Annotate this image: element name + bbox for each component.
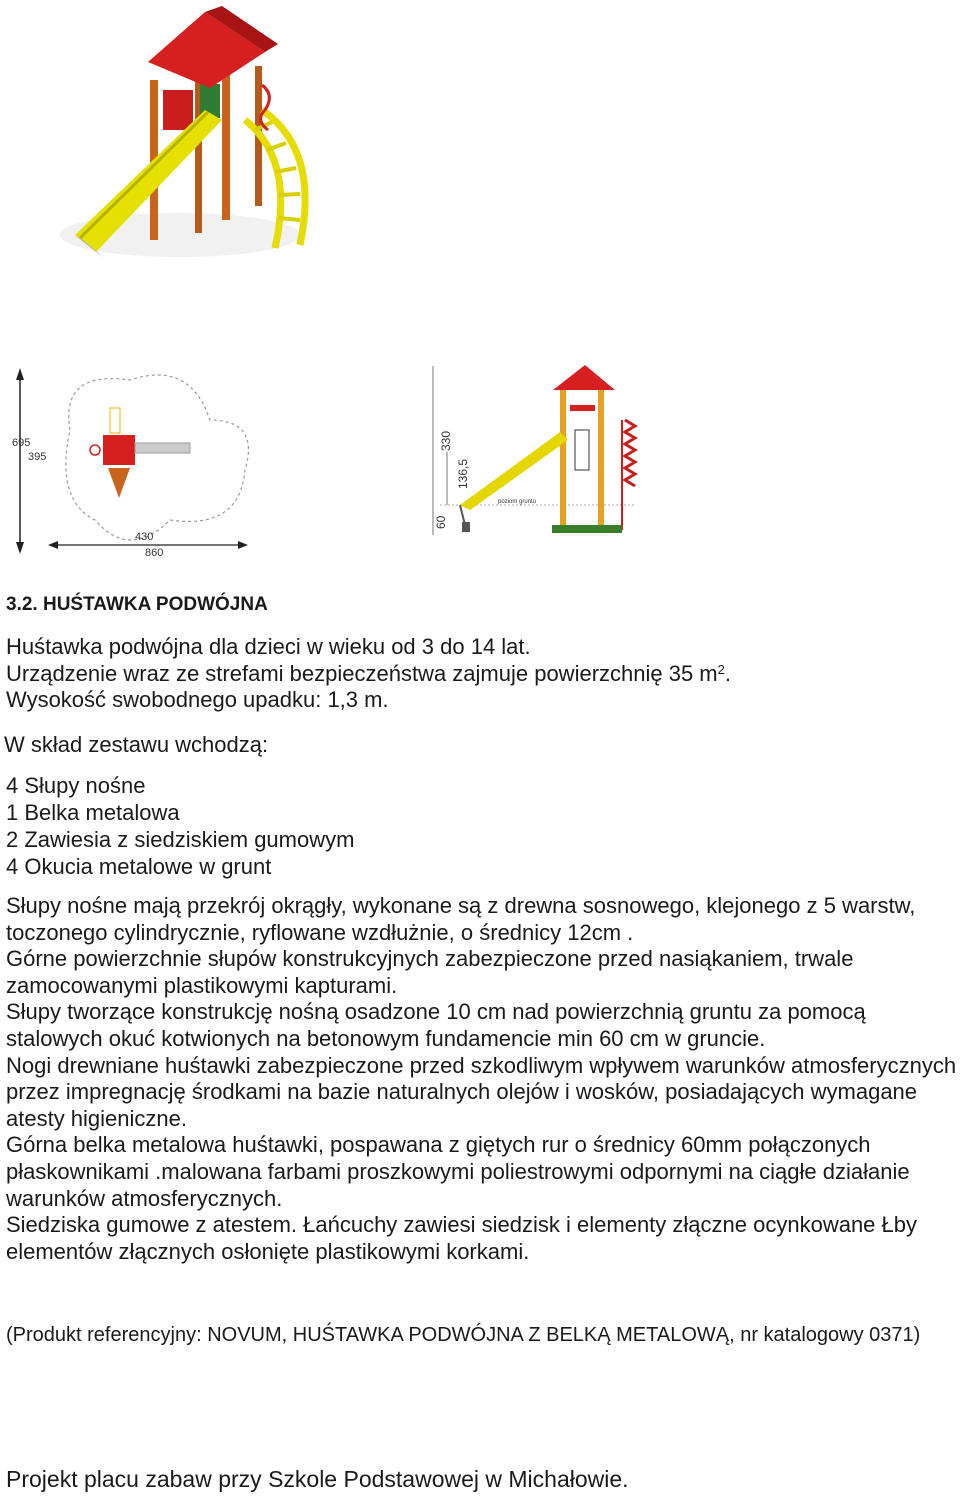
ground-level-label: poziom gruntu xyxy=(498,499,537,505)
playground-render xyxy=(60,6,305,258)
intro-age-line: Huśtawka podwójna dla dzieci w wieku od 3 do 14 lat. xyxy=(6,634,531,659)
intro-area-text: Urządzenie wraz ze strefami bezpieczeństwa zajmuje powierzchnię 35 m xyxy=(6,660,718,686)
section-heading: 3.2. HUŚTAWKA PODWÓJNA xyxy=(6,594,268,615)
components-list xyxy=(6,772,354,880)
description-paragraph: Górna belka metalowa huśtawki, pospawana z giętych rur o średnicy 60mm połączonych płaskownikami .malowana farbami proszkowymi poliestrowymi odpornymi na ciągłe działanie warunków atmosferycznych. xyxy=(6,1132,910,1211)
component-item: 1 Belka metalowa xyxy=(6,800,180,825)
description-block xyxy=(6,893,960,1265)
dim-860: 860 xyxy=(145,547,164,559)
side-view-drawing xyxy=(433,365,635,535)
dim-395: 395 xyxy=(28,451,47,463)
page-footer: Projekt placu zabaw przy Szkole Podstawowej w Michałowie. xyxy=(6,1466,629,1492)
description-paragraph: Siedziska gumowe z atestem. Łańcuchy zawiesi siedzisk i elementy złączne ocynkowane Łby elementów złącznych osłonięte plastikowymi korkami. xyxy=(6,1212,917,1264)
description-paragraph: Słupy nośne mają przekrój okrągły, wykonane są z drewna sosnowego, klejonego z 5 warstw, toczonego cylindrycznie, ryflowane wzdłużnie, o średnicy 12cm . xyxy=(6,893,916,945)
description-paragraph: Górne powierzchnie słupów konstrukcyjnych zabezpieczone przed nasiąkaniem, trwale zamocowanymi plastikowymi kapturami. xyxy=(6,946,854,998)
intro-area-line xyxy=(6,661,731,688)
dim-136-5: 136,5 xyxy=(456,458,470,489)
component-item: 4 Okucia metalowe w grunt xyxy=(6,854,272,879)
description-paragraph: Słupy tworzące konstrukcję nośną osadzone 10 cm nad powierzchnią gruntu za pomocą stalowych okuć kotwionych na betonowym fundamencie min 60 cm w gruncie. xyxy=(6,999,866,1051)
intro-block xyxy=(6,634,731,714)
intro-area-suffix: . xyxy=(724,660,731,686)
intro-fall-height-line: Wysokość swobodnego upadku: 1,3 m. xyxy=(6,687,389,712)
description-paragraph: Nogi drewniane huśtawki zabezpieczone przed szkodliwym wpływem warunków atmosferycznych przez impregnację środkami na bazie naturalnych olejów i wosków, posiadających wymagane atesty higieniczne. xyxy=(6,1052,957,1131)
dim-60: 60 xyxy=(434,515,448,529)
product-illustration xyxy=(0,0,648,570)
dim-430: 430 xyxy=(135,531,154,543)
components-title: W skład zestawu wchodzą: xyxy=(4,732,269,757)
plan-view-drawing xyxy=(12,368,248,559)
reference-product: (Produkt referencyjny: NOVUM, HUŚTAWKA PODWÓJNA Z BELKĄ METALOWĄ, nr katalogowy 0371) xyxy=(6,1324,921,1346)
area-superscript: 2 xyxy=(717,661,725,677)
component-item: 4 Słupy nośne xyxy=(6,773,146,798)
component-item: 2 Zawiesia z siedziskiem gumowym xyxy=(6,827,355,852)
dim-330: 330 xyxy=(439,430,453,451)
dim-695: 695 xyxy=(12,437,31,449)
